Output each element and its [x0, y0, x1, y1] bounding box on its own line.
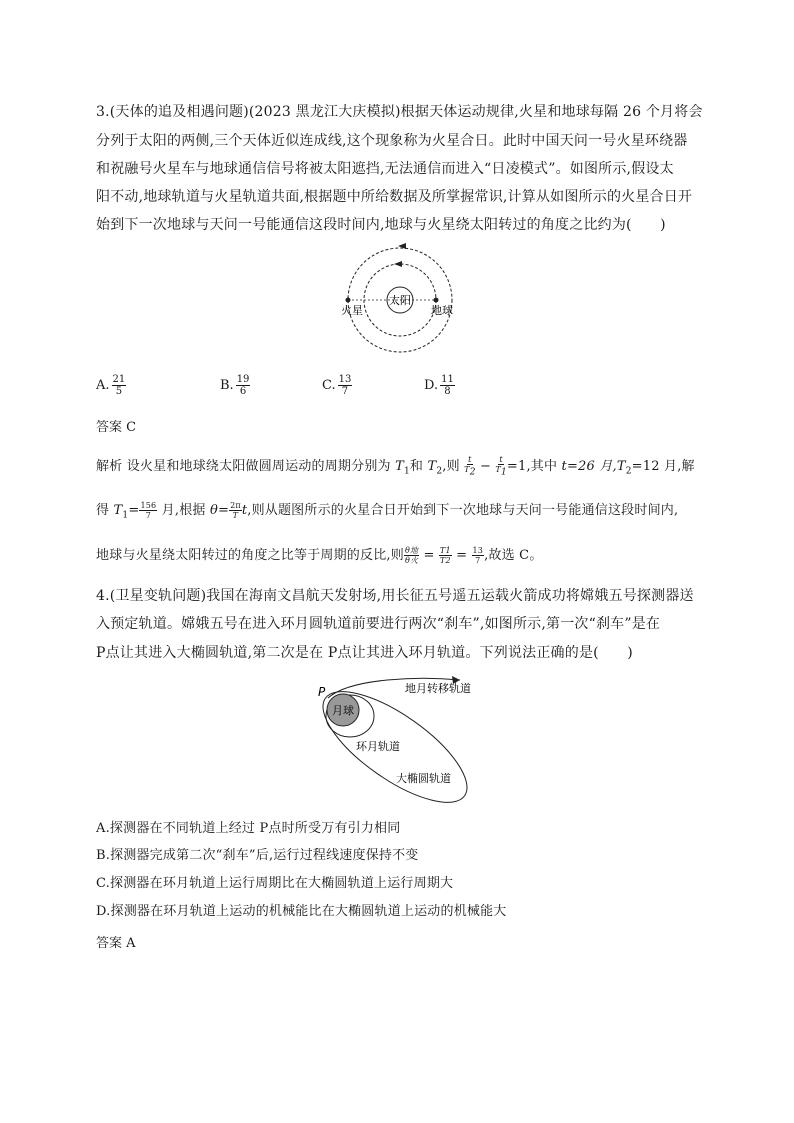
sun-label: 太阳: [389, 294, 411, 307]
ellipse-label: 大椭圆轨道: [396, 772, 451, 785]
q3-analysis-line-1: 解析 设火星和地球绕太阳做圆周运动的周期分别为 $T_1$和 $T_2$,则 $\frac{t}{T_2}$ − $\frac{t}{T_1}$ =1,其中 t=26 月$,T_2=12$ 月,解: [96, 455, 695, 478]
q3-analysis-line-2: 得 $T_1=$ $\frac{156}{7}$ 月,根据 θ= $\frac{2\pi}{T}$ t,则从题图所示的火星合日开始到下一次地球与天问一号能通信这段时间内,: [96, 501, 679, 521]
earth-label: 地球: [431, 304, 453, 317]
p-label: P: [318, 685, 326, 699]
q3-option-d: D. $\frac{11}{8}$: [424, 374, 454, 397]
q3-line-4: 阳不动,地球轨道与火星轨道共面,根据题中所给数据及所掌握常识,计算从如图所示的火星合日开: [96, 189, 693, 205]
q4-line-1: 4.(卫星变轨问题)我国在海南文昌航天发射场,用长征五号遥五运载火箭成功将嫦娥五号探测器送: [96, 588, 694, 604]
q4-option-b: B.探测器完成第二次“刹车”后,运行过程线速度保持不变: [96, 848, 419, 863]
q3-line-1: 3.(天体的追及相遇问题)(2023 黑龙江大庆模拟)根据天体运动规律,火星和地球每隔 26 个月将会: [96, 104, 703, 120]
q3-orbit-figure: [330, 240, 470, 365]
q3-answer: 答案 C: [96, 420, 137, 435]
q4-option-d: D.探测器在环月轨道上运动的机械能比在大椭圆轨道上运动的机械能大: [96, 904, 507, 919]
mars-label: 火星: [341, 304, 363, 317]
q4-option-c: C.探测器在环月轨道上运行周期比在大椭圆轨道上运行周期大: [96, 876, 454, 891]
earth-dot: [434, 298, 439, 303]
transfer-label: 地月转移轨道: [405, 682, 471, 695]
q3-option-b: B. $\frac{19}{6}$: [220, 374, 250, 397]
q4-line-2: 入预定轨道。嫦娥五号在进入环月圆轨道前要进行两次“刹车”,如图所示,第一次“刹车”是在: [96, 616, 661, 632]
q4-answer: 答案 A: [96, 936, 136, 951]
q4-orbit-figure: [310, 672, 480, 812]
q4-line-3: P点让其进入大椭圆轨道,第二次是在 P点让其进入环月轨道。下列说法正确的是( ): [96, 645, 633, 661]
q4-option-a: A.探测器在不同轨道上经过 P点时所受万有引力相同: [96, 821, 401, 836]
q3-line-2: 分列于太阳的两侧,三个天体近似连成线,这个现象称为火星合日。此时中国天问一号火星环绕器: [96, 133, 688, 149]
q3-option-a: A. $\frac{21}{5}$: [96, 374, 126, 397]
q3-option-c: C. $\frac{13}{7}$: [322, 374, 352, 397]
moon-label: 月球: [332, 704, 354, 717]
circ-label: 环月轨道: [356, 740, 400, 753]
q3-line-3: 和祝融号火星车与地球通信信号将被太阳遮挡,无法通信而进入“日凌模式”。如图所示,假设太: [96, 161, 674, 177]
mars-dot: [346, 298, 351, 303]
q3-line-5: 始到下一次地球与天问一号能通信这段时间内,地球与火星绕太阳转过的角度之比约为( ): [96, 217, 666, 233]
inner-arrow-icon: [394, 261, 402, 267]
q3-analysis-line-3: 地球与火星绕太阳转过的角度之比等于周期的反比,则 $\frac{\text{θ地}}{\text{θ火}}$ = $\frac{T1}{T2}$ = $\frac{13}{7}$ ,故选 C。: [96, 546, 543, 565]
